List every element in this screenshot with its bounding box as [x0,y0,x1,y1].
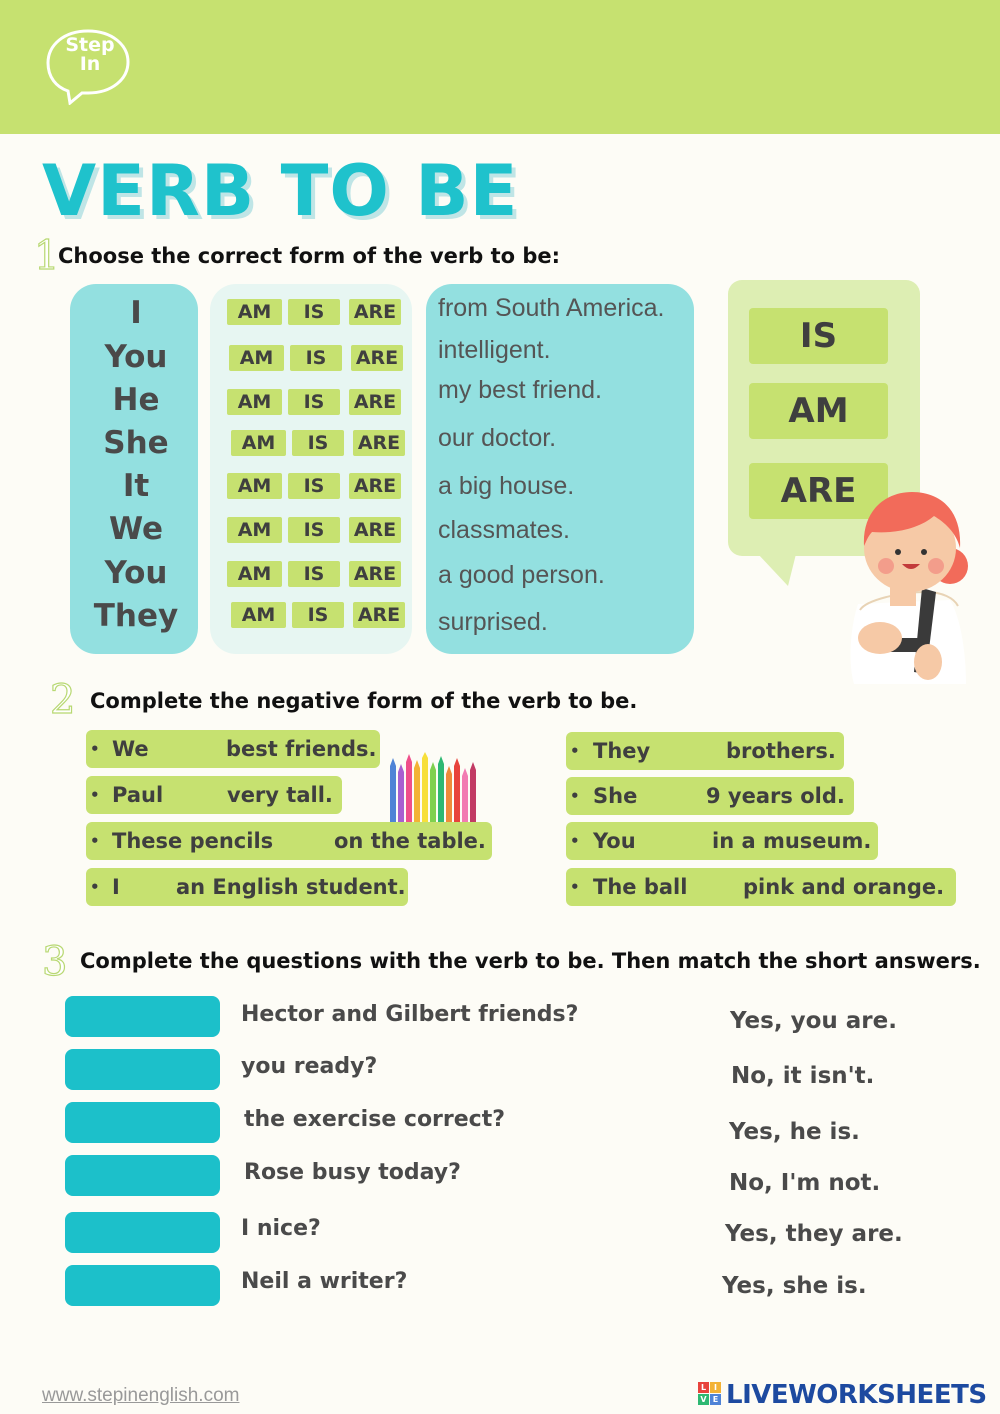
option-is-button[interactable]: IS [288,561,340,587]
question-text: Hector and Gilbert friends? [241,1002,579,1027]
answer-blank-input[interactable] [65,996,220,1037]
negative-sentence-item [566,868,956,906]
answer-blank-input[interactable] [65,1265,220,1306]
question-text: Neil a writer? [241,1269,408,1294]
sentence-ending: very tall. [227,783,333,807]
sentence-ending: an English student. [176,875,406,899]
pronoun-label: It [122,468,150,504]
sentence-ending: on the table. [334,829,486,853]
option-is-button[interactable]: IS [288,299,340,325]
option-are-button[interactable]: ARE [349,517,401,543]
header-band [0,0,1000,134]
short-answer-option[interactable]: Yes, they are. [725,1221,903,1247]
short-answer-option[interactable]: No, it isn't. [731,1063,875,1089]
pronoun-label: She [103,425,169,461]
sentence-subject: You [593,829,636,853]
sentence-completion: a good person. [438,561,605,589]
answer-blank-input[interactable] [65,1102,220,1143]
sentence-subject: She [593,784,638,808]
bubble-option-is[interactable]: IS [749,308,888,364]
option-is-button[interactable]: IS [288,389,340,415]
negative-sentence-item [86,730,380,768]
negative-sentence-item [86,868,408,906]
girl-illustration [840,488,970,684]
option-am-button[interactable]: AM [231,602,286,628]
section-1-instruction: Choose the correct form of the verb to be: [58,244,561,268]
bullet-icon: • [570,742,580,760]
option-am-button[interactable]: AM [231,430,286,456]
section-2-number: 2 [50,677,76,723]
bullet-icon: • [570,787,580,805]
pronoun-label: He [112,382,160,418]
sentence-completion: classmates. [438,516,570,544]
sentence-completion: our doctor. [438,424,557,452]
sentence-ending: 9 years old. [706,784,845,808]
negative-sentence-item [566,777,854,815]
short-answer-option[interactable]: Yes, you are. [730,1008,897,1034]
option-is-button[interactable]: IS [292,602,344,628]
sentence-completion: from South America. [438,294,665,322]
sentence-completion: my best friend. [438,376,602,404]
pronoun-label: They [93,598,179,634]
section-2-instruction: Complete the negative form of the verb to be. [90,689,638,713]
option-are-button[interactable]: ARE [349,561,401,587]
page-title: VERB TO BE [42,150,519,232]
option-am-button[interactable]: AM [227,389,282,415]
question-text: Rose busy today? [244,1160,461,1185]
question-text: you ready? [241,1054,378,1079]
negative-sentence-item [86,776,342,814]
sentence-completion: a big house. [438,472,575,500]
pronoun-label: You [104,339,168,375]
answer-blank-input[interactable] [65,1212,220,1253]
pronoun-label: We [108,511,164,547]
option-is-button[interactable]: IS [288,473,340,499]
option-is-button[interactable]: IS [288,517,340,543]
option-am-button[interactable]: AM [227,299,282,325]
option-am-button[interactable]: AM [227,561,282,587]
option-are-button[interactable]: ARE [353,430,405,456]
option-am-button[interactable]: AM [229,345,284,371]
option-are-button[interactable]: ARE [349,389,401,415]
short-answer-option[interactable]: Yes, he is. [729,1119,860,1145]
question-text: I nice? [241,1216,321,1241]
bullet-icon: • [570,878,580,896]
section-3-number: 3 [42,939,68,985]
liveworksheets-brand: LIVEWORKSHEETS [726,1380,987,1410]
question-text: the exercise correct? [244,1107,505,1132]
answer-blank-input[interactable] [65,1049,220,1090]
bullet-icon: • [90,740,100,758]
option-am-button[interactable]: AM [227,473,282,499]
bubble-option-are[interactable]: ARE [749,463,888,519]
sentence-subject: We [112,737,149,761]
sentence-subject: I [112,875,120,899]
option-is-button[interactable]: IS [292,430,344,456]
sentence-ending: in a museum. [712,829,872,853]
negative-sentence-item [566,822,878,860]
liveworksheets-logo-cell: I [710,1382,721,1393]
logo-text: Step In [65,34,115,75]
option-are-button[interactable]: ARE [353,602,405,628]
option-are-button[interactable]: ARE [351,345,403,371]
sentence-completion: surprised. [438,608,548,636]
colored-pencils-image [386,752,482,824]
option-are-button[interactable]: ARE [349,299,401,325]
sentence-subject: They [593,739,651,763]
liveworksheets-logo-cell: E [710,1394,721,1405]
bullet-icon: • [90,832,100,850]
sentence-subject: Paul [112,783,164,807]
section-1-number: 1 [34,233,60,279]
bullet-icon: • [570,832,580,850]
negative-sentence-item [86,822,492,860]
liveworksheets-logo-cell: L [698,1382,709,1393]
negative-sentence-item [566,732,844,770]
sentence-ending: pink and orange. [743,875,945,899]
answer-blank-input[interactable] [65,1155,220,1196]
sentence-ending: brothers. [726,739,836,763]
pronoun-label: I [130,295,142,331]
option-am-button[interactable]: AM [227,517,282,543]
sentence-subject: These pencils [112,829,274,853]
sentence-ending: best friends. [226,737,377,761]
option-are-button[interactable]: ARE [349,473,401,499]
liveworksheets-logo-cell: V [698,1394,709,1405]
sentence-completion: intelligent. [438,336,551,364]
options-panel [210,284,412,654]
bubble-option-am[interactable]: AM [749,383,888,439]
sentence-subject: The ball [593,875,688,899]
pronoun-label: You [104,555,168,591]
footer-url[interactable]: www.stepinenglish.com [42,1385,240,1406]
bullet-icon: • [90,878,100,896]
bullet-icon: • [90,786,100,804]
option-is-button[interactable]: IS [290,345,342,371]
short-answer-option[interactable]: Yes, she is. [722,1273,867,1299]
short-answer-option[interactable]: No, I'm not. [729,1170,881,1196]
section-3-instruction: Complete the questions with the verb to be. Then match the short answers. [80,949,981,973]
